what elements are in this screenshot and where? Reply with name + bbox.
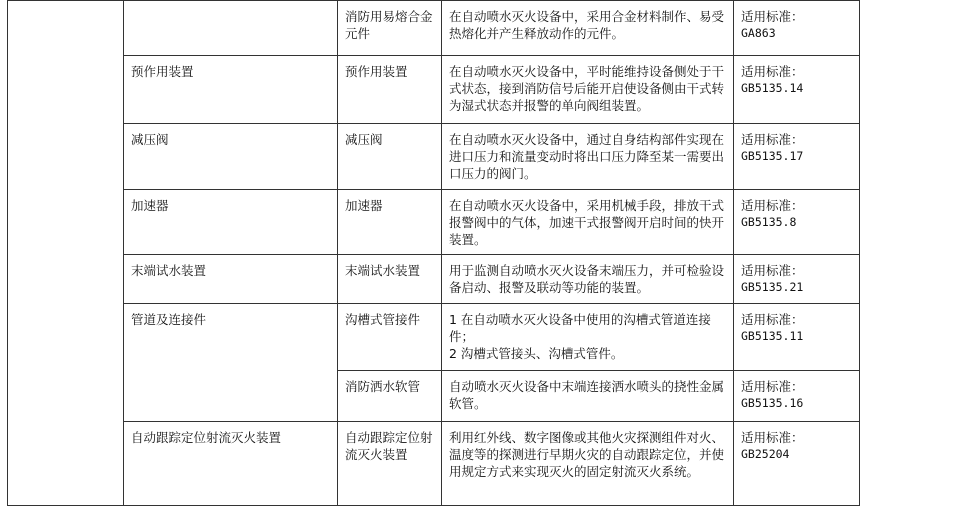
description-cell: 利用红外线、数字图像或其他火灾探测组件对火、温度等的探测进行早期火灾的自动跟踪定位，并使用规定方式来实现灭火的固定射流灭火系统。	[442, 422, 734, 506]
standard-label: 适用标准：	[741, 64, 804, 79]
standard-cell	[734, 124, 860, 190]
standard-cell	[734, 1, 860, 56]
description-cell: 在自动喷水灭火设备中，通过自身结构部件实现在进口压力和流量变动时将出口压力降至某一需要出口压力的阀门。	[442, 124, 734, 190]
standard-code: GB5135.17	[741, 149, 804, 163]
standard-label: 适用标准：	[741, 312, 804, 327]
standard-code: GB25204	[741, 447, 790, 461]
product-cell: 减压阀	[124, 124, 338, 190]
subproduct-cell: 加速器	[338, 190, 442, 255]
table-row	[8, 190, 860, 255]
table-row	[8, 56, 860, 124]
table-row	[8, 422, 860, 506]
description-cell	[442, 304, 734, 371]
standard-cell	[734, 255, 860, 304]
standard-code: GB5135.21	[741, 280, 804, 294]
standard-label: 适用标准：	[741, 9, 804, 24]
subproduct-cell: 末端试水装置	[338, 255, 442, 304]
product-cell: 管道及连接件	[124, 304, 338, 422]
standard-cell	[734, 422, 860, 506]
standard-code: GB5135.8	[741, 215, 797, 229]
standard-code: GA863	[741, 26, 776, 40]
product-cell: 末端试水装置	[124, 255, 338, 304]
table-row	[8, 255, 860, 304]
standard-code: GB5135.14	[741, 81, 804, 95]
subproduct-cell: 预作用装置	[338, 56, 442, 124]
description-line: 2 沟槽式管接头、沟槽式管件。	[449, 346, 624, 361]
product-cell: 自动跟踪定位射流灭火装置	[124, 422, 338, 506]
standard-cell	[734, 304, 860, 371]
standard-cell	[734, 371, 860, 422]
description-cell: 在自动喷水灭火设备中，采用机械手段，排放干式报警阀中的气体，加速干式报警阀开启时间的快开装置。	[442, 190, 734, 255]
standard-label: 适用标准：	[741, 132, 804, 147]
product-cell: 预作用装置	[124, 56, 338, 124]
standard-cell	[734, 190, 860, 255]
table-row	[8, 1, 860, 56]
standards-table	[7, 0, 860, 506]
standard-code: GB5135.11	[741, 329, 804, 343]
table-row	[8, 304, 860, 371]
description-cell: 在自动喷水灭火设备中，平时能维持设备侧处于干式状态，接到消防信号后能开启使设备侧由干式转为湿式状态并报警的单向阀组装置。	[442, 56, 734, 124]
product-cell	[124, 1, 338, 56]
description-cell: 自动喷水灭火设备中末端连接洒水喷头的挠性金属软管。	[442, 371, 734, 422]
standard-label: 适用标准：	[741, 430, 804, 445]
subproduct-cell: 沟槽式管接件	[338, 304, 442, 371]
table-row	[8, 124, 860, 190]
product-cell: 加速器	[124, 190, 338, 255]
description-cell: 在自动喷水灭火设备中，采用合金材料制作、易受热熔化并产生释放动作的元件。	[442, 1, 734, 56]
standard-cell	[734, 56, 860, 124]
standard-code: GB5135.16	[741, 396, 804, 410]
standard-label: 适用标准：	[741, 198, 804, 213]
subproduct-cell: 自动跟踪定位射流灭火装置	[338, 422, 442, 506]
standard-label: 适用标准：	[741, 263, 804, 278]
subproduct-cell: 消防用易熔合金元件	[338, 1, 442, 56]
standard-label: 适用标准：	[741, 379, 804, 394]
description-line: 1 在自动喷水灭火设备中使用的沟槽式管道连接件；	[449, 312, 711, 344]
category-cell	[8, 1, 124, 506]
subproduct-cell: 消防洒水软管	[338, 371, 442, 422]
description-cell: 用于监测自动喷水灭火设备末端压力，并可检验设备启动、报警及联动等功能的装置。	[442, 255, 734, 304]
subproduct-cell: 减压阀	[338, 124, 442, 190]
